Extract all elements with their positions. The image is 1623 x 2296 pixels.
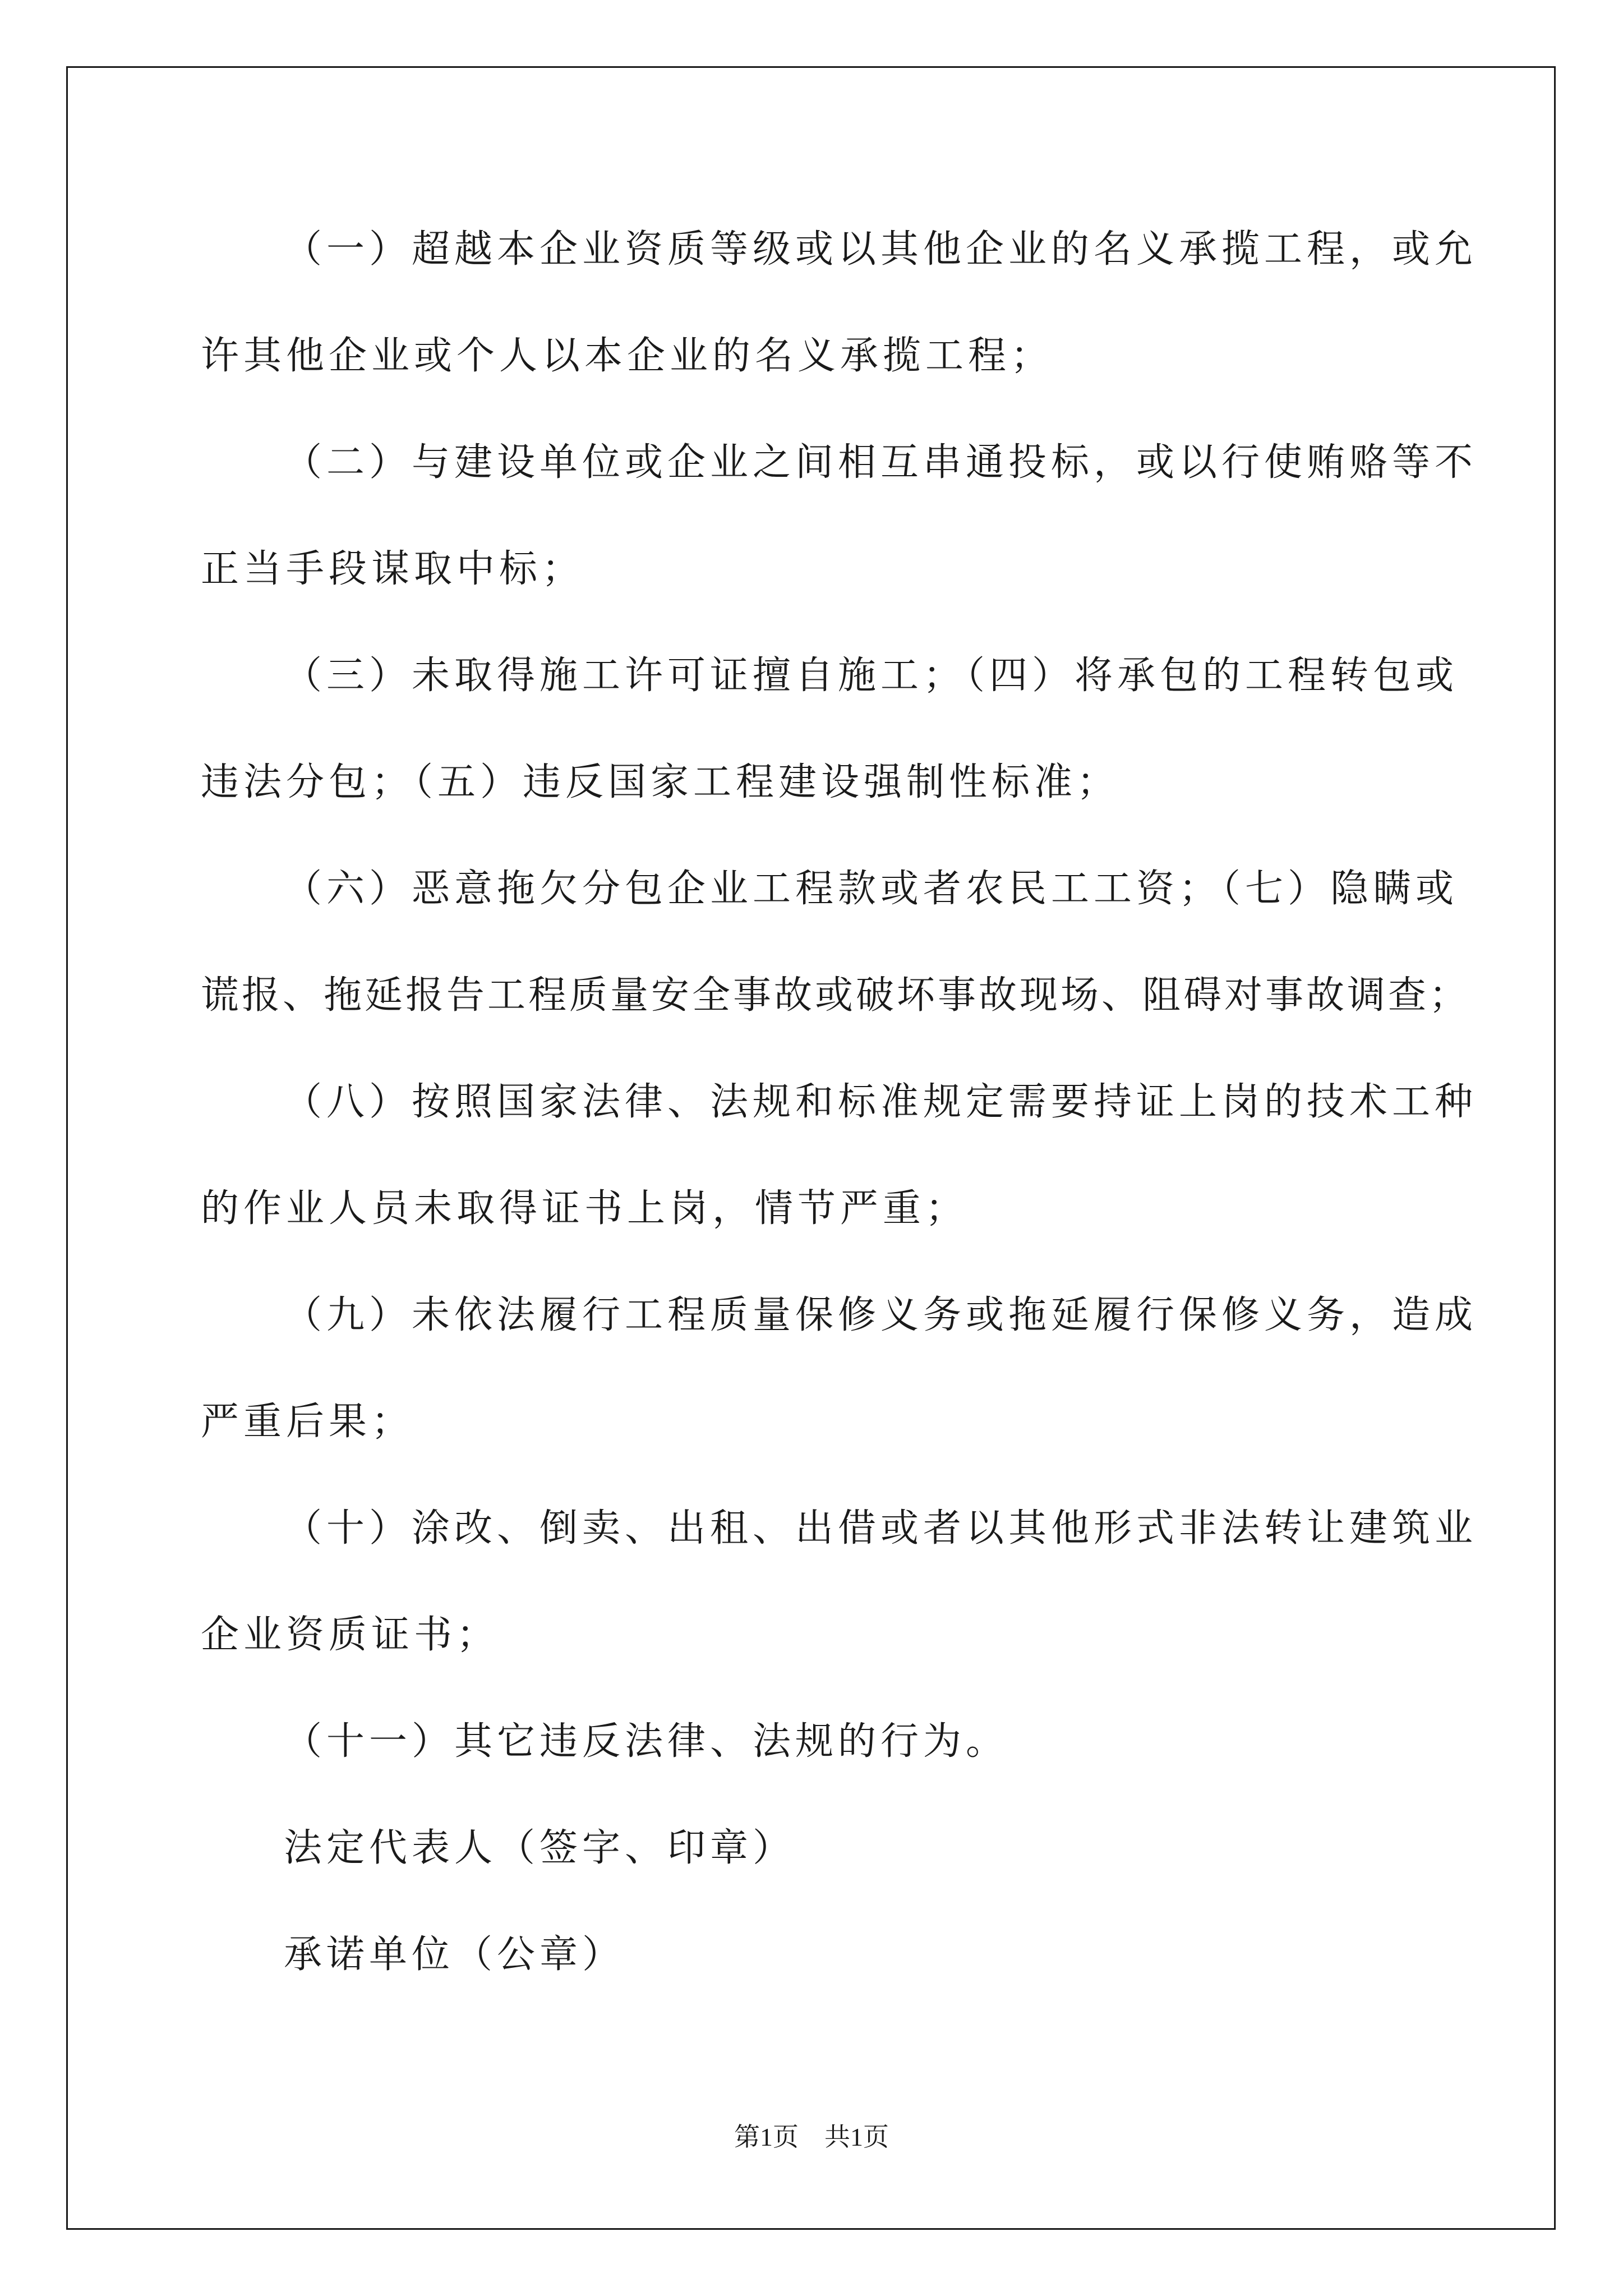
clause-11: （十一）其它违反法律、法规的行为。 — [284, 1719, 1009, 1764]
clause-10-line-1: （十）涂改、倒卖、出租、出借或者以其他形式非法转让建筑业 — [284, 1506, 1478, 1550]
clause-7-line-2: 谎报、拖延报告工程质量安全事故或破坏事故现场、阻碍对事故调查； — [201, 973, 1470, 1018]
legal-representative-signature: 法定代表人（签字、印章） — [284, 1826, 796, 1870]
committing-unit-seal: 承诺单位（公章） — [284, 1932, 625, 1977]
clause-10-line-2: 企业资质证书； — [201, 1613, 500, 1657]
clause-1-line-1: （一）超越本企业资质等级或以其他企业的名义承揽工程，或允 — [284, 227, 1478, 272]
page-border — [66, 66, 1556, 2230]
clause-6-7-line-1: （六）恶意拖欠分包企业工程款或者农民工工资；（七）隐瞒或 — [284, 867, 1459, 911]
clause-1-line-2: 许其他企业或个人以本企业的名义承揽工程； — [201, 334, 1054, 378]
clause-9-line-2: 严重后果； — [201, 1400, 414, 1444]
page-number-footer: 第1页 共1页 — [734, 2123, 889, 2151]
clause-9-line-1: （九）未依法履行工程质量保修义务或拖延履行保修义务，造成 — [284, 1293, 1478, 1337]
clause-2-line-1: （二）与建设单位或企业之间相互串通投标，或以行使贿赂等不 — [284, 440, 1478, 485]
clause-8-line-1: （八）按照国家法律、法规和标准规定需要持证上岗的技术工种 — [284, 1080, 1478, 1124]
clause-8-line-2: 的作业人员未取得证书上岗，情节严重； — [201, 1186, 969, 1231]
clause-3-4-line-1: （三）未取得施工许可证擅自施工；（四）将承包的工程转包或 — [284, 654, 1459, 698]
clause-2-line-2: 正当手段谋取中标； — [201, 547, 585, 591]
clause-4-5-line-2: 违法分包；（五）违反国家工程建设强制性标准； — [201, 760, 1120, 804]
